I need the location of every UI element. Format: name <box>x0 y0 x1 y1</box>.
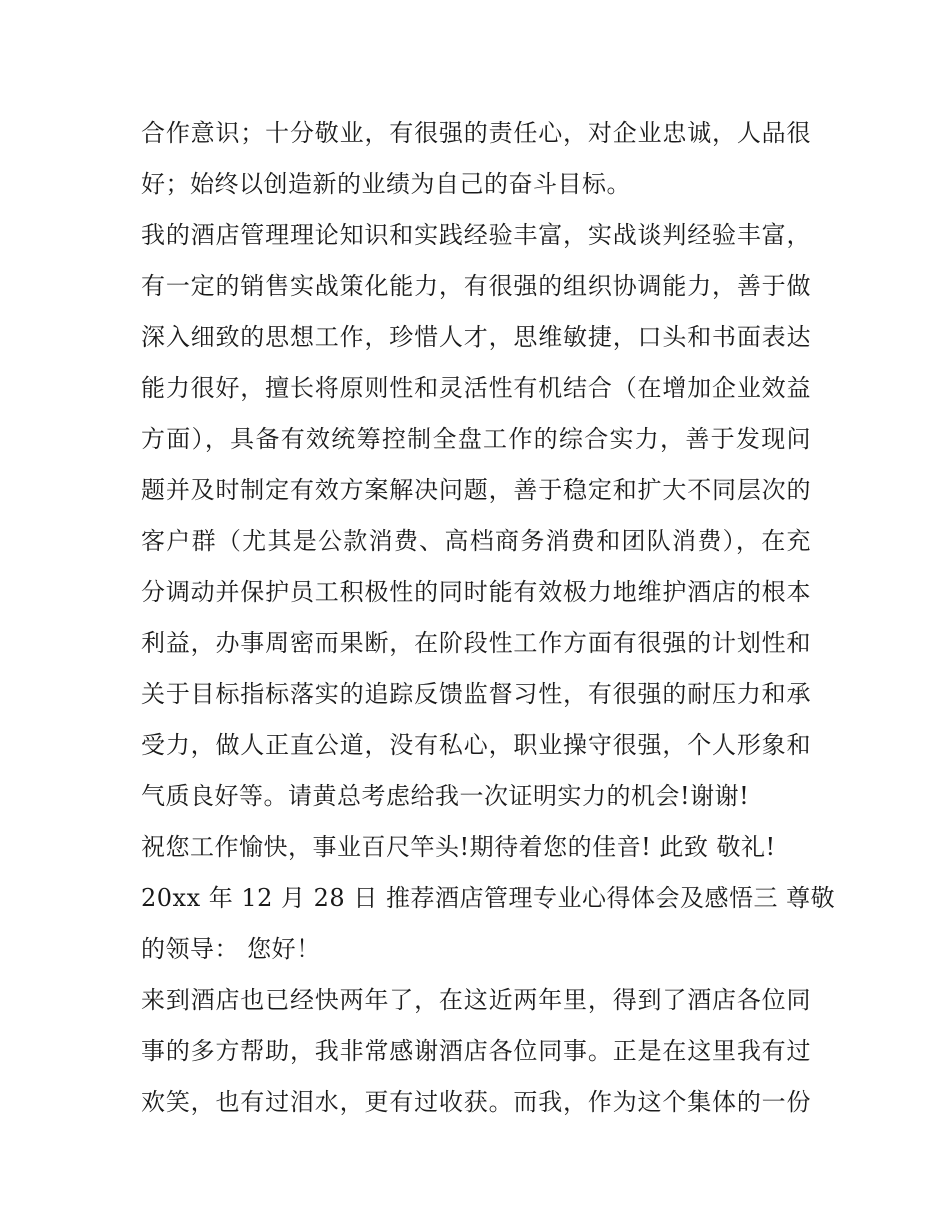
text-line: 气质良好等。请黄总考虑给我一次证明实力的机会!谢谢! <box>141 782 750 810</box>
text-line: 利益，办事周密而果断，在阶段性工作方面有很强的计划性和 <box>141 629 811 657</box>
text-line: 合作意识；十分敬业，有很强的责任心，对企业忠诚，人品很 <box>141 119 811 147</box>
text-line: 事的多方帮助，我非常感谢酒店各位同事。正是在这里我有过 <box>141 1037 811 1065</box>
text-line: 关于目标指标落实的追踪反馈监督习性，有很强的耐压力和承 <box>141 680 811 708</box>
text-line: 好；始终以创造新的业绩为自己的奋斗目标。 <box>141 170 631 198</box>
text-line: 欢笑，也有过泪水，更有过收获。而我，作为这个集体的一份 <box>141 1088 811 1116</box>
document-body <box>141 108 836 1128</box>
text-line: 20xx 年 12 月 28 日 推荐酒店管理专业心得体会及感悟三 尊敬 <box>141 884 836 912</box>
text-line: 客户群（尤其是公款消费、高档商务消费和团队消费），在充 <box>141 527 811 555</box>
text-line: 方面），具备有效统筹控制全盘工作的综合实力，善于发现问 <box>141 425 811 453</box>
text-line: 受力，做人正直公道，没有私心，职业操守很强，个人形象和 <box>141 731 811 759</box>
text-line: 题并及时制定有效方案解决问题，善于稳定和扩大不同层次的 <box>141 476 811 504</box>
text-line: 有一定的销售实战策化能力，有很强的组织协调能力，善于做 <box>141 272 811 300</box>
text-line: 的领导： 您好！ <box>141 935 321 963</box>
text-line: 我的酒店管理理论知识和实践经验丰富，实战谈判经验丰富， <box>141 221 811 249</box>
text-line: 分调动并保护员工积极性的同时能有效极力地维护酒店的根本 <box>141 578 811 606</box>
text-line: 祝您工作愉快，事业百尺竿头!期待着您的佳音! 此致 敬礼! <box>141 833 776 861</box>
text-line: 能力很好，擅长将原则性和灵活性有机结合（在增加企业效益 <box>141 374 811 402</box>
text-line: 来到酒店也已经快两年了，在这近两年里，得到了酒店各位同 <box>141 986 811 1014</box>
text-line: 深入细致的思想工作，珍惜人才，思维敏捷，口头和书面表达 <box>141 323 811 351</box>
